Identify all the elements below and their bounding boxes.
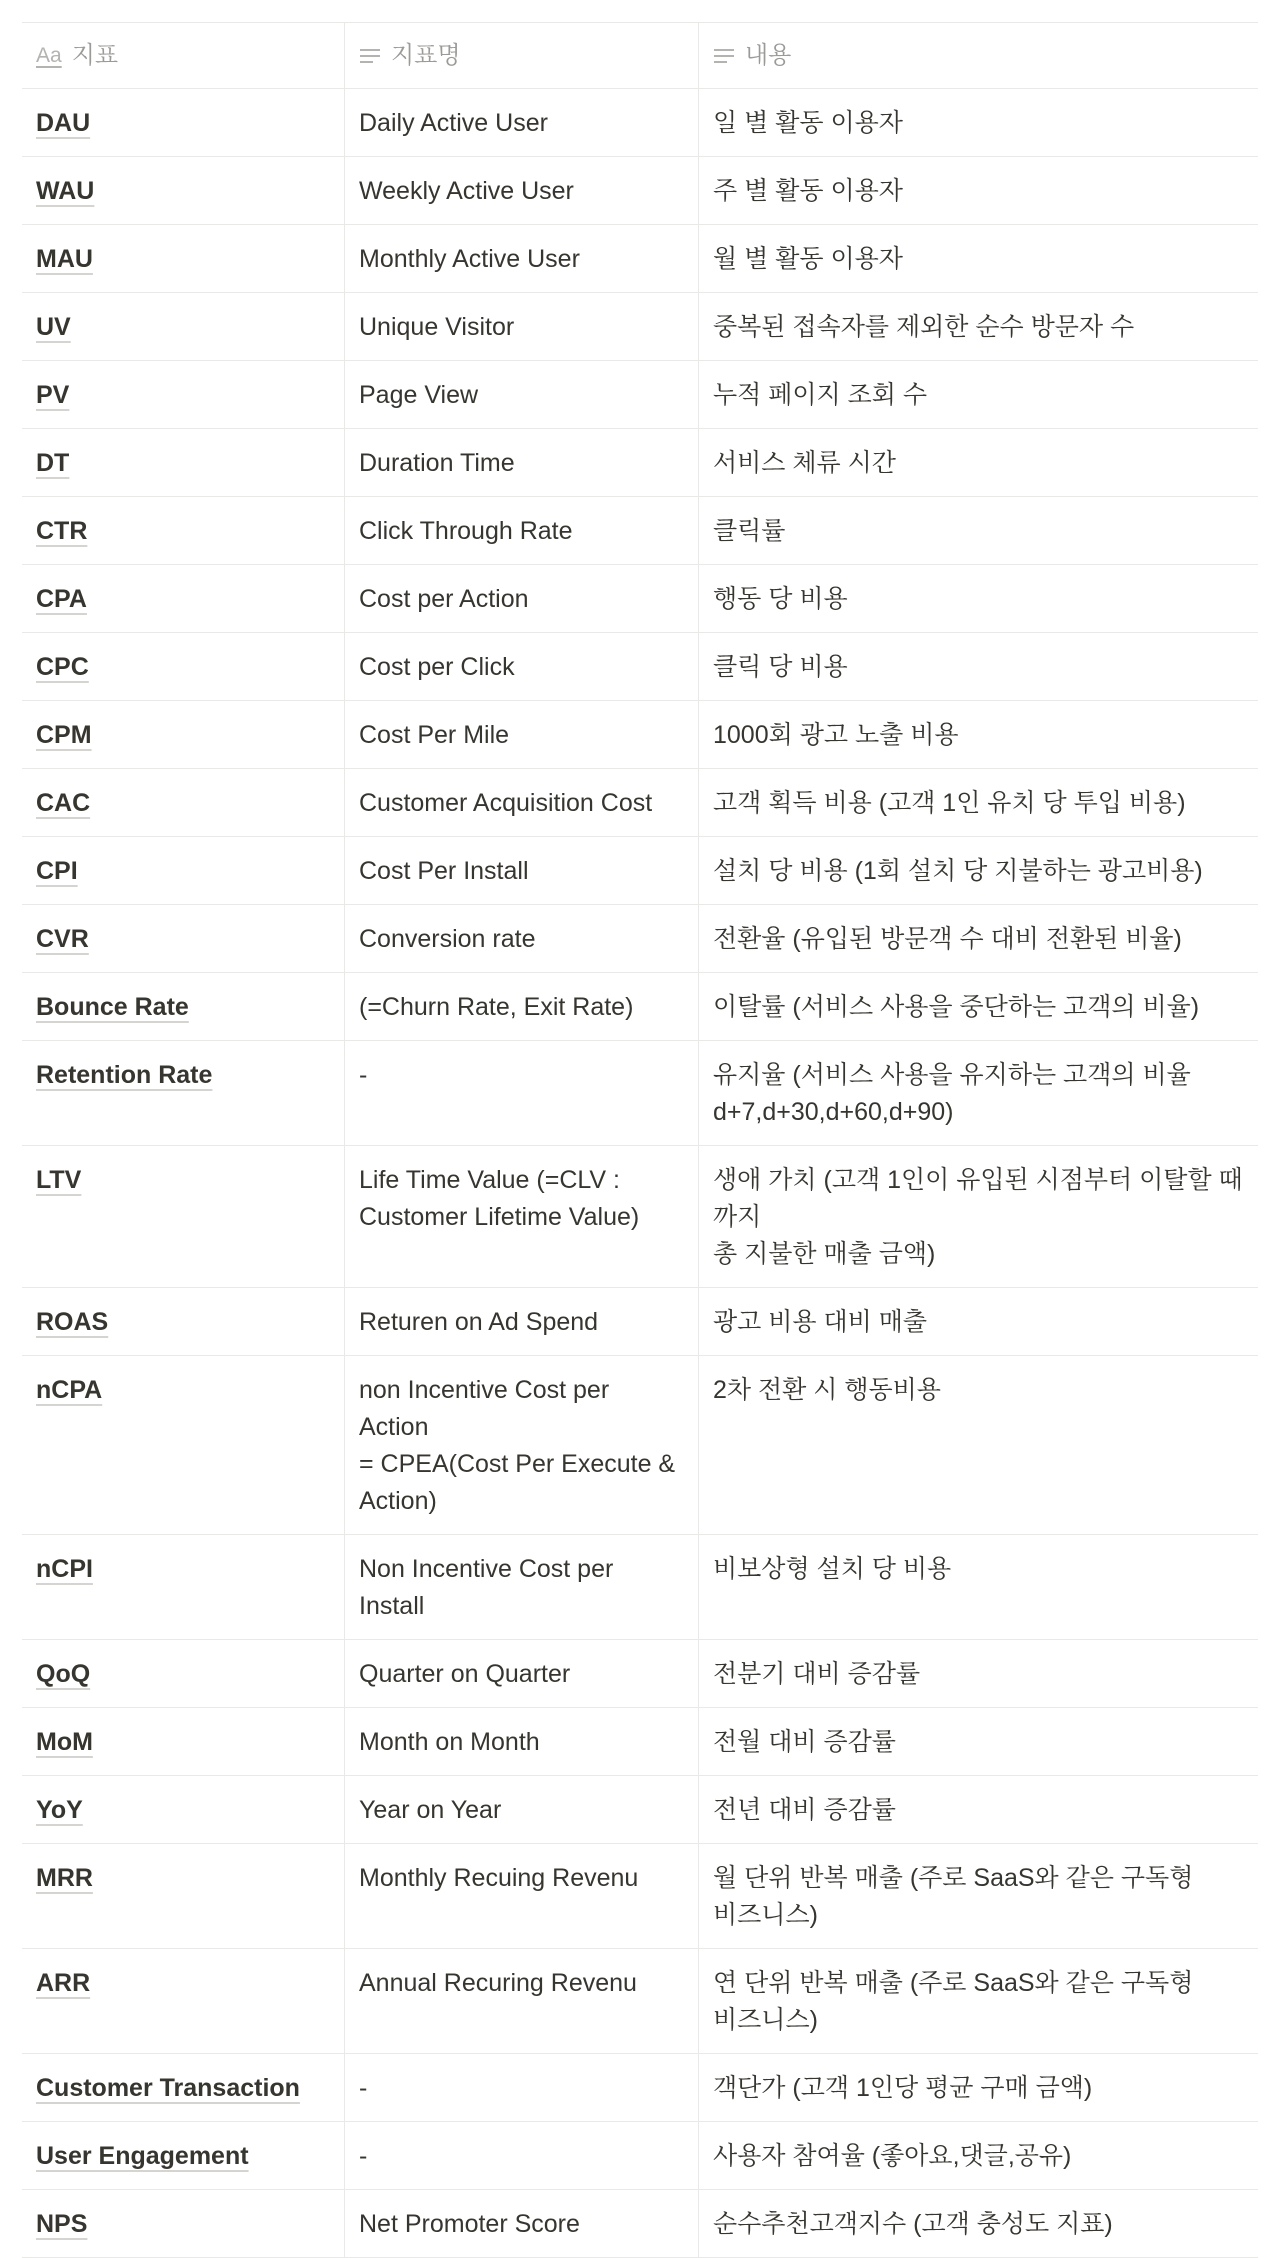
table-row[interactable] [22, 429, 1258, 497]
metric-name-cell[interactable]: Click Through Rate [344, 497, 698, 564]
metric-cell[interactable] [22, 2054, 344, 2121]
metric-title-link[interactable]: CPI [36, 857, 78, 885]
column-header-description[interactable] [698, 23, 1258, 88]
metric-title-link[interactable]: MAU [36, 245, 93, 273]
metric-cell[interactable] [22, 1640, 344, 1707]
metric-description-cell[interactable]: 전환율 (유입된 방문객 수 대비 전환된 비율) [698, 905, 1258, 972]
metric-title-link[interactable]: ROAS [36, 1308, 109, 1336]
metric-name-cell[interactable]: - [344, 2122, 698, 2189]
column-header-name[interactable] [344, 23, 698, 88]
metric-description-cell[interactable]: 연 단위 반복 매출 (주로 SaaS와 같은 구독형 비즈니스) [698, 1949, 1258, 2053]
metric-title-link[interactable]: DT [36, 449, 70, 477]
metric-description-cell[interactable]: 일 별 활동 이용자 [698, 89, 1258, 156]
metric-title-link[interactable]: PV [36, 381, 70, 409]
table-row[interactable] [22, 2054, 1258, 2122]
metric-description-cell[interactable]: 클릭률 [698, 497, 1258, 564]
metric-cell[interactable] [22, 1146, 344, 1287]
metric-name-cell[interactable]: - [344, 2054, 698, 2121]
metric-description-cell[interactable]: 객단가 (고객 1인당 평균 구매 금액) [698, 2054, 1258, 2121]
metric-description-cell[interactable]: 2차 전환 시 행동비용 [698, 1356, 1258, 1534]
metric-cell[interactable] [22, 633, 344, 700]
metric-name-cell[interactable]: Non Incentive Cost per Install [344, 1535, 698, 1639]
metric-cell[interactable] [22, 1041, 344, 1145]
metric-name-cell[interactable]: Daily Active User [344, 89, 698, 156]
table-row[interactable] [22, 2122, 1258, 2190]
metric-name-cell[interactable]: - [344, 1041, 698, 1145]
metric-description-cell[interactable]: 사용자 참여율 (좋아요,댓글,공유) [698, 2122, 1258, 2189]
metric-cell[interactable] [22, 225, 344, 292]
table-row[interactable] [22, 1708, 1258, 1776]
metric-title-link[interactable]: nCPI [36, 1555, 93, 1583]
metric-title-link[interactable]: CPM [36, 721, 92, 749]
table-row[interactable] [22, 2190, 1258, 2258]
metric-title-link[interactable]: CVR [36, 925, 89, 953]
metrics-table [22, 22, 1258, 2258]
metric-cell[interactable] [22, 973, 344, 1040]
metric-description-cell[interactable]: 전분기 대비 증감률 [698, 1640, 1258, 1707]
metric-name-cell[interactable]: Customer Acquisition Cost [344, 769, 698, 836]
table-header [22, 23, 1258, 89]
metric-name-cell[interactable]: Life Time Value (=CLV : Customer Lifetime Value) [344, 1146, 698, 1287]
metric-name-cell[interactable]: non Incentive Cost per Action = CPEA(Cost Per Execute & Action) [344, 1356, 698, 1534]
metric-name-cell[interactable]: Cost per Action [344, 565, 698, 632]
metric-description-cell[interactable]: 설치 당 비용 (1회 설치 당 지불하는 광고비용) [698, 837, 1258, 904]
metric-name-cell[interactable]: Cost Per Install [344, 837, 698, 904]
metric-name-cell[interactable]: Weekly Active User [344, 157, 698, 224]
column-header-label: 내용 [745, 42, 792, 69]
metric-description-cell[interactable]: 유지율 (서비스 사용을 유지하는 고객의 비율 d+7,d+30,d+60,d+90) [698, 1041, 1258, 1145]
metric-title-link[interactable]: Bounce Rate [36, 993, 189, 1021]
table-row[interactable] [22, 769, 1258, 837]
metric-description-cell[interactable]: 전월 대비 증감률 [698, 1708, 1258, 1775]
text-lines-icon [359, 47, 381, 65]
metric-cell[interactable] [22, 1356, 344, 1534]
metric-cell[interactable] [22, 701, 344, 768]
table-row[interactable] [22, 497, 1258, 565]
table-row[interactable] [22, 701, 1258, 769]
column-header-label: 지표 [71, 42, 119, 69]
metric-name-cell[interactable]: Year on Year [344, 1776, 698, 1843]
metric-cell[interactable] [22, 1535, 344, 1639]
metric-description-cell[interactable]: 행동 당 비용 [698, 565, 1258, 632]
metric-name-cell[interactable]: Returen on Ad Spend [344, 1288, 698, 1355]
table-row[interactable] [22, 565, 1258, 633]
metric-cell[interactable] [22, 1949, 344, 2053]
metric-cell[interactable] [22, 905, 344, 972]
metric-cell[interactable] [22, 429, 344, 496]
metric-description-cell[interactable]: 1000회 광고 노출 비용 [698, 701, 1258, 768]
metric-description-cell[interactable]: 이탈률 (서비스 사용을 중단하는 고객의 비율) [698, 973, 1258, 1040]
table-body [22, 89, 1258, 2258]
metric-cell[interactable] [22, 157, 344, 224]
table-row[interactable] [22, 1041, 1258, 1146]
metric-title-link[interactable]: User Engagement [36, 2142, 249, 2170]
table-row[interactable] [22, 157, 1258, 225]
metric-name-cell[interactable]: Quarter on Quarter [344, 1640, 698, 1707]
metric-title-link[interactable]: LTV [36, 1166, 82, 1194]
metric-cell[interactable] [22, 89, 344, 156]
metric-title-link[interactable]: MRR [36, 1864, 93, 1892]
title-property-icon: Aa [36, 44, 62, 67]
metric-cell[interactable] [22, 1844, 344, 1948]
metric-cell[interactable] [22, 565, 344, 632]
metric-title-link[interactable]: CPC [36, 653, 89, 681]
metric-cell[interactable] [22, 837, 344, 904]
metric-name-cell[interactable]: Conversion rate [344, 905, 698, 972]
metric-cell[interactable] [22, 361, 344, 428]
table-row[interactable] [22, 633, 1258, 701]
metric-title-link[interactable]: Retention Rate [36, 1061, 213, 1089]
metric-cell[interactable] [22, 2122, 344, 2189]
metric-name-cell[interactable]: Annual Recuring Revenu [344, 1949, 698, 2053]
table-row[interactable] [22, 905, 1258, 973]
metric-name-cell[interactable]: Duration Time [344, 429, 698, 496]
metric-title-link[interactable]: NPS [36, 2210, 88, 2238]
metric-title-link[interactable]: WAU [36, 177, 95, 205]
metric-cell[interactable] [22, 1708, 344, 1775]
metric-title-link[interactable]: Customer Transaction [36, 2074, 300, 2102]
metric-name-cell[interactable]: Cost per Click [344, 633, 698, 700]
metric-cell[interactable] [22, 1776, 344, 1843]
column-header-label: 지표명 [391, 42, 461, 69]
metric-name-cell[interactable]: Page View [344, 361, 698, 428]
metric-description-cell[interactable]: 월 단위 반복 매출 (주로 SaaS와 같은 구독형 비즈니스) [698, 1844, 1258, 1948]
metric-name-cell[interactable]: Unique Visitor [344, 293, 698, 360]
table-row[interactable] [22, 837, 1258, 905]
metric-title-link[interactable]: ARR [36, 1969, 91, 1997]
table-row[interactable] [22, 1640, 1258, 1708]
metric-description-cell[interactable]: 생애 가치 (고객 1인이 유입된 시점부터 이탈할 때 까지 총 지불한 매출 금액) [698, 1146, 1258, 1287]
table-row[interactable] [22, 293, 1258, 361]
metric-description-cell[interactable]: 고객 획득 비용 (고객 1인 유치 당 투입 비용) [698, 769, 1258, 836]
table-row[interactable] [22, 89, 1258, 157]
metric-description-cell[interactable]: 서비스 체류 시간 [698, 429, 1258, 496]
table-row[interactable] [22, 973, 1258, 1041]
text-lines-icon [713, 47, 735, 65]
metric-title-link[interactable]: YoY [36, 1796, 83, 1824]
metric-title-link[interactable]: MoM [36, 1728, 93, 1756]
metric-description-cell[interactable]: 광고 비용 대비 매출 [698, 1288, 1258, 1355]
metric-cell[interactable] [22, 293, 344, 360]
metric-description-cell[interactable]: 누적 페이지 조회 수 [698, 361, 1258, 428]
metric-name-cell[interactable]: Month on Month [344, 1708, 698, 1775]
table-row[interactable] [22, 1776, 1258, 1844]
metric-description-cell[interactable]: 월 별 활동 이용자 [698, 225, 1258, 292]
metric-title-link[interactable]: QoQ [36, 1660, 91, 1688]
table-row[interactable] [22, 1146, 1258, 1288]
metric-title-link[interactable]: nCPA [36, 1376, 103, 1404]
table-row[interactable] [22, 1535, 1258, 1640]
metric-cell[interactable] [22, 769, 344, 836]
table-row[interactable] [22, 361, 1258, 429]
metric-description-cell[interactable]: 비보상형 설치 당 비용 [698, 1535, 1258, 1639]
metric-title-link[interactable]: CPA [36, 585, 87, 613]
metric-title-link[interactable]: UV [36, 313, 71, 341]
metric-name-cell[interactable]: (=Churn Rate, Exit Rate) [344, 973, 698, 1040]
metric-cell[interactable] [22, 497, 344, 564]
metric-name-cell[interactable]: Monthly Recuing Revenu [344, 1844, 698, 1948]
metric-cell[interactable] [22, 2190, 344, 2257]
metric-description-cell[interactable]: 주 별 활동 이용자 [698, 157, 1258, 224]
metric-title-link[interactable]: CTR [36, 517, 88, 545]
metric-name-cell[interactable]: Cost Per Mile [344, 701, 698, 768]
metric-description-cell[interactable]: 전년 대비 증감률 [698, 1776, 1258, 1843]
metric-description-cell[interactable]: 중복된 접속자를 제외한 순수 방문자 수 [698, 293, 1258, 360]
column-header-metric[interactable] [22, 23, 344, 88]
table-row[interactable] [22, 225, 1258, 293]
metric-description-cell[interactable]: 순수추천고객지수 (고객 충성도 지표) [698, 2190, 1258, 2257]
metric-cell[interactable] [22, 1288, 344, 1355]
metric-name-cell[interactable]: Monthly Active User [344, 225, 698, 292]
metric-description-cell[interactable]: 클릭 당 비용 [698, 633, 1258, 700]
table-row[interactable] [22, 1288, 1258, 1356]
table-row[interactable] [22, 1949, 1258, 2054]
table-row[interactable] [22, 1356, 1258, 1535]
metric-name-cell[interactable]: Net Promoter Score [344, 2190, 698, 2257]
table-row[interactable] [22, 1844, 1258, 1949]
metric-title-link[interactable]: CAC [36, 789, 91, 817]
metric-title-link[interactable]: DAU [36, 109, 91, 137]
